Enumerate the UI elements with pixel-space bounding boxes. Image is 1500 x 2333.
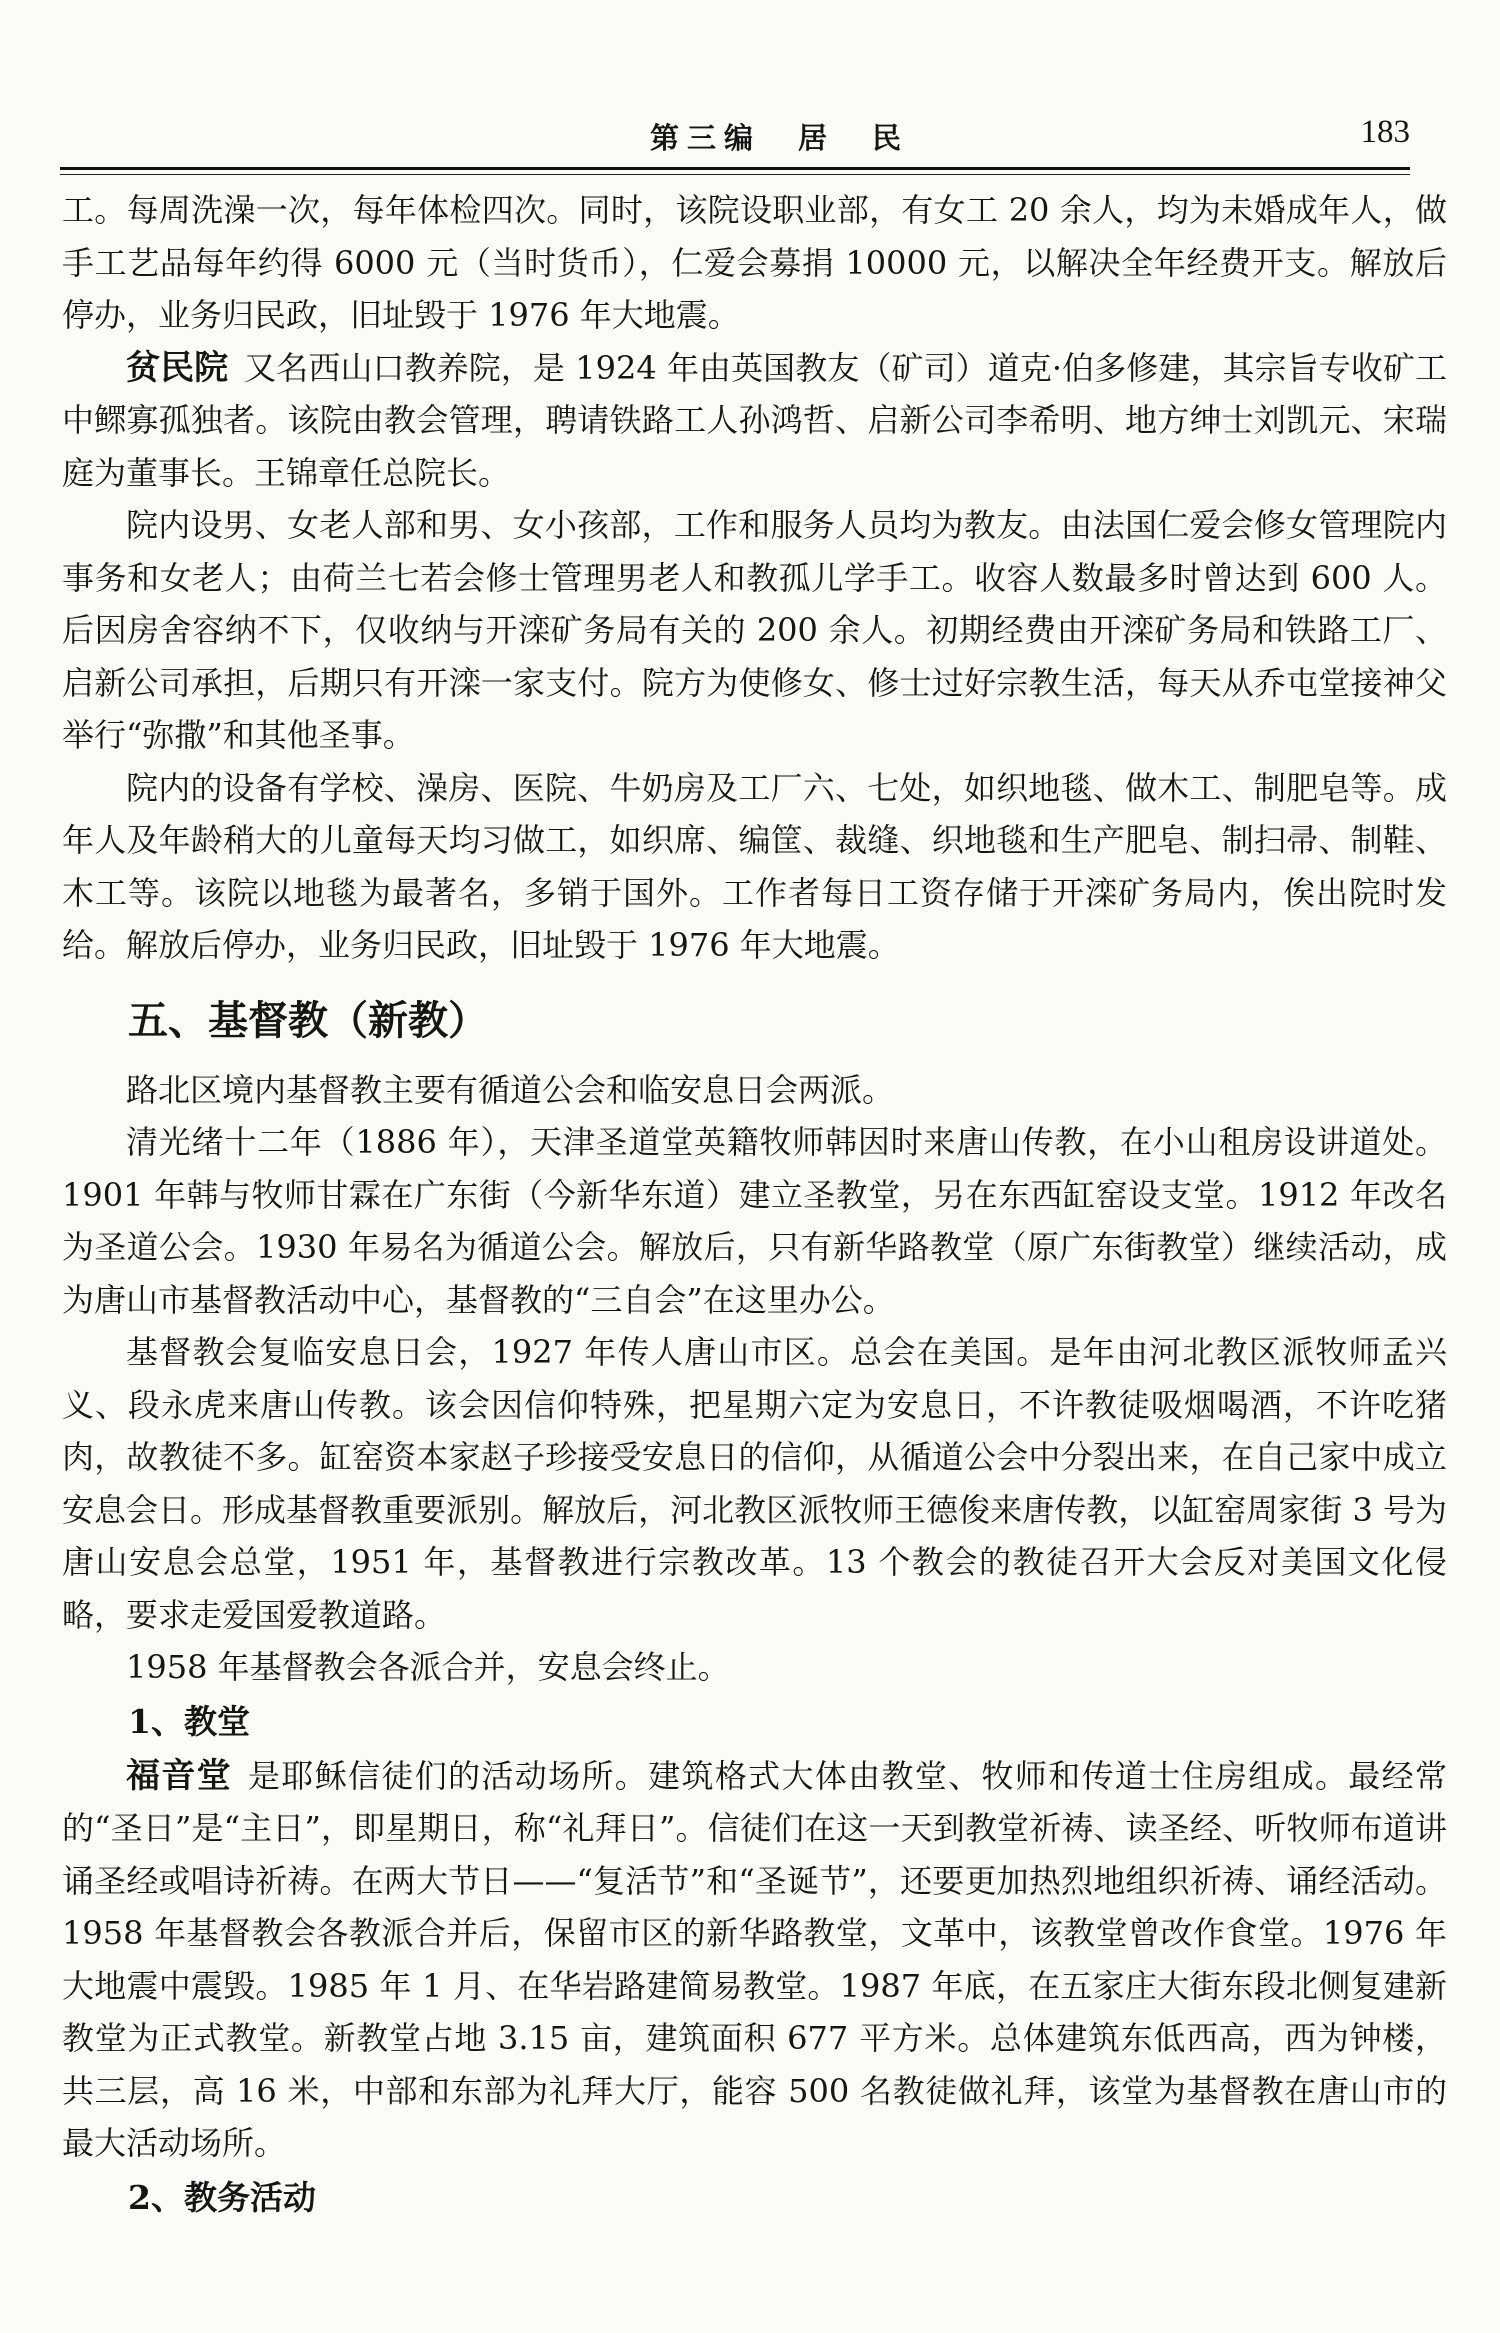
chapter-title: 第三编 居 民: [650, 121, 910, 155]
subheading-churches: 1、教堂: [128, 1701, 250, 1741]
paragraph-intro: 路北区境内基督教主要有循道公会和临安息日会两派。: [126, 1070, 895, 1109]
term-poorhouse: 贫民院: [126, 347, 229, 388]
paragraph-methodist: 清光绪十二年（1886 年），天津圣道堂英籍牧师韩因时来唐山传教，在小山租房设讲道处。1901 年韩与牧师甘霖在广东街（今新华东道）建立圣教堂，另在东西缸窑设支堂。1912 年改名为圣道公会。1930 年易名为循道公会。解放后，只有新华路教堂（原广东街教堂）继续活动，成为唐山市基督教活动中心，基督教的“三自会”在这里办公。: [62, 1123, 1447, 1319]
section-heading-protestant: 五、基督教（新教）: [128, 996, 488, 1044]
term-gospel-hall: 福音堂: [126, 1755, 233, 1796]
running-header: [60, 100, 1410, 160]
header-rule-thick: [60, 167, 1410, 170]
paragraph-adventist: 基督教会复临安息日会，1927 年传人唐山市区。总会在美国。是年由河北教区派牧师孟兴义、段永虎来唐山传教。该会因信仰特殊，把星期六定为安息日，不许教徒吸烟喝酒，不许吃猪肉，故教徒不多。缸窑资本家赵子珍接受安息日的信仰，从循道公会中分裂出来，在自己家中成立安息会日。形成基督教重要派别。解放后，河北教区派牧师王德俊来唐传教，以缸窑周家街 3 号为唐山安息会总堂，1951 年，基督教进行宗教改革。13 个教会的教徒召开大会反对美国文化侵略，要求走爱国爱教道路。: [62, 1333, 1447, 1634]
paragraph-text: 是耶稣信徒们的活动场所。建筑格式大体由教堂、牧师和传道士住房组成。最经常的“圣日”是“主日”，即星期日，称“礼拜日”。信徒们在这一天到教堂祈祷、读圣经、听牧师布道讲诵圣经或唱诗祈祷。在两大节日——“复活节”和“圣诞节”，还要更加热烈地组织祈祷、诵经活动。1958 年基督教会各教派合并后，保留市区的新华路教堂，文革中，该教堂曾改作食堂。1976 年大地震中震毁。1985 年 1 月、在华岩路建简易教堂。1987 年底，在五家庄大街东段北侧复建新教堂为正式教堂。新教堂占地 3.15 亩，建筑面积 677 平方米。总体建筑东低西高，西为钟楼，共三层，高 16 米，中部和东部为礼拜大厅，能容 500 名教徒做礼拜，该堂为基督教在唐山市的最大活动场所。: [62, 1756, 1447, 2162]
paragraph-departments: 院内设男、女老人部和男、女小孩部，工作和服务人员均为教友。由法国仁爱会修女管理院内事务和女老人；由荷兰七若会修士管理男老人和教孤儿学手工。收容人数最多时曾达到 600 人。后因房舍容纳不下，仅收纳与开滦矿务局有关的 200 余人。初期经费由开滦矿务局和铁路工厂、启新公司承担，后期只有开滦一家支付。院方为使修女、修士过好宗教生活，每天从乔屯堂接神父举行“弥撒”和其他圣事。: [62, 506, 1447, 754]
paragraph-text: 又名西山口教养院，是 1924 年由英国教友（矿司）道克·伯多修建，其宗旨专收矿工中鳏寡孤独者。该院由教会管理，聘请铁路工人孙鸿哲、启新公司李希明、地方绅士刘凯元、宋瑞庭为董事长。王锦章任总院长。: [62, 348, 1447, 492]
subheading-church-affairs: 2、教务活动: [128, 2177, 316, 2217]
page-number: 183: [1360, 114, 1410, 150]
header-rule-thin: [60, 174, 1410, 175]
paragraph-merger: 1958 年基督教会各派合并，安息会终止。: [126, 1648, 730, 1686]
page-body: [62, 184, 1447, 2226]
paragraph-poorhouse: [62, 342, 1447, 500]
paragraph-gospel-hall: [62, 1750, 1447, 2170]
paragraph-continued: 工。每周洗澡一次，每年体检四次。同时，该院设职业部，有女工 20 余人，均为未婚成年人，做手工艺品每年约得 6000 元（当时货币），仁爱会募捐 10000 元，以解决全年经费开支。解放后停办，业务归民政，旧址毁于 1976 年大地震。: [62, 191, 1447, 334]
paragraph-facilities: 院内的设备有学校、澡房、医院、牛奶房及工厂六、七处，如织地毯、做木工、制肥皂等。成年人及年龄稍大的儿童每天均习做工，如织席、编筐、裁缝、织地毯和生产肥皂、制扫帚、制鞋、木工等。该院以地毯为最著名，多销于国外。工作者每日工资存储于开滦矿务局内，俟出院时发给。解放后停办，业务归民政，旧址毁于 1976 年大地震。: [62, 768, 1447, 964]
